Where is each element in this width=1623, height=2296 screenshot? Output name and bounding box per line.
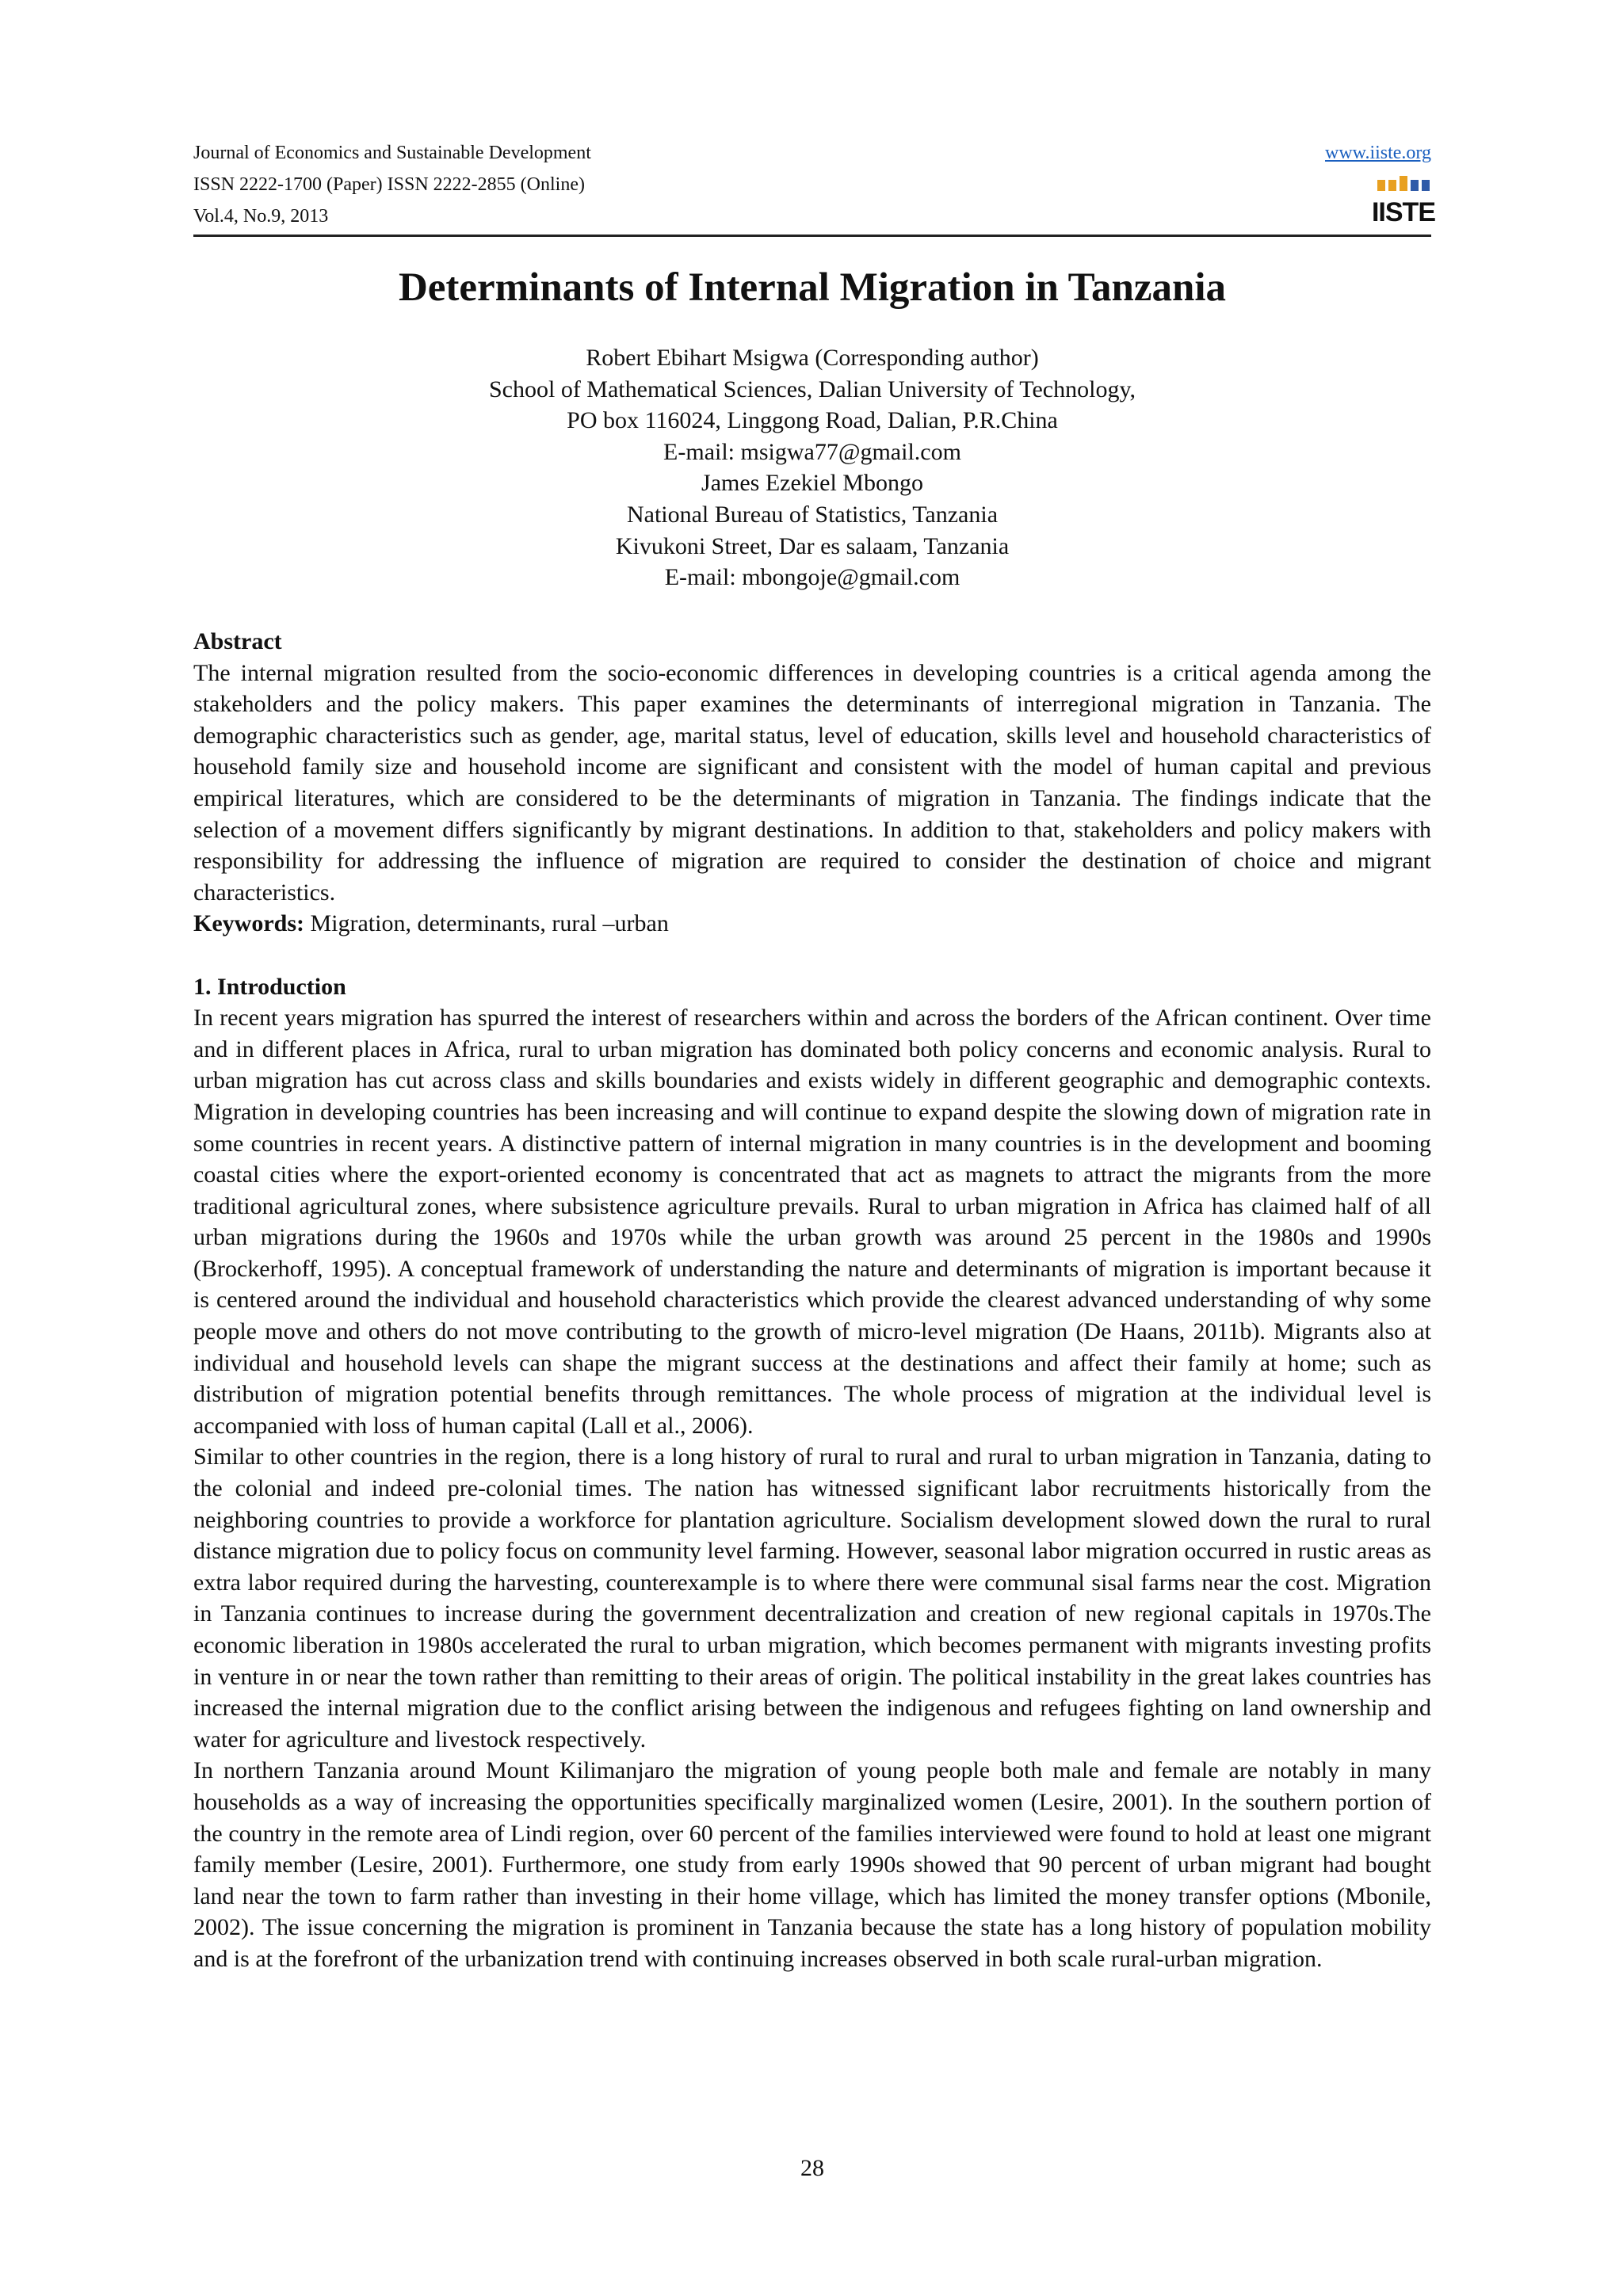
keywords-text: Migration, determinants, rural –urban (304, 910, 669, 937)
paragraph: In northern Tanzania around Mount Kilimanjaro the migration of young people both male and female are notably in many households as a way of increasing the opportunities specifically marginalized women (Lesire, 2001). In the southern portion of the country in the remote area of Lindi region, over 60 percent of the families interviewed were found to hold at least one migrant family member (Lesire, 2001). Furthermore, one study from early 1990s showed that 90 percent of urban migrant had bought land near the town to farm rather than investing in their home village, which has limited the money transfer options (Mbonile, 2002). The issue concerning the migration is prominent in Tanzania because the state has a long history of population mobility and is at the forefront of the urbanization trend with continuing increases observed in both scale rural-urban migration. (193, 1757, 1431, 1972)
author-line: National Bureau of Statistics, Tanzania (626, 501, 999, 528)
section-heading: 1. Introduction (193, 973, 346, 1000)
journal-info (193, 137, 591, 232)
journal-name: Journal of Economics and Sustainable Development (193, 143, 591, 163)
author-line: E-mail: mbongoje@gmail.com (664, 564, 960, 591)
website-link[interactable]: www.iiste.org (1325, 143, 1431, 163)
svg-text:IISTE: IISTE (1371, 197, 1436, 227)
keywords-label: Keywords: (193, 910, 304, 937)
author-line: E-mail: msigwa77@gmail.com (663, 438, 961, 465)
abstract-text: The internal migration resulted from the socio-economic differences in developing countries is a critical agenda among the stakeholders and the policy makers. This paper examines the determinants of interregional migration in Tanzania. The demographic characteristics such as gender, age, marital status, level of education, skills level and household characteristics of household family size and household income are significant and consistent with the model of human capital and previous empirical literatures, which are considered to be the determinants of migration in Tanzania. The findings indicate that the selection of a movement differs significantly by migrant destinations. In addition to that, stakeholders and policy makers with responsibility for addressing the influence of migration are required to consider the destination of choice and migrant characteristics. (193, 659, 1431, 906)
author-line: Robert Ebihart Msigwa (Corresponding author) (586, 345, 1039, 371)
paper-body (193, 626, 1431, 1975)
author-block (193, 342, 1431, 593)
header-divider (193, 235, 1431, 237)
abstract-heading: Abstract (193, 628, 282, 654)
journal-issn: ISSN 2222-1700 (Paper) ISSN 2222-2855 (Online) (193, 174, 585, 195)
author-line: School of Mathematical Sciences, Dalian University of Technology, (488, 376, 1136, 402)
journal-header (193, 137, 1436, 240)
paper-title: Determinants of Internal Migration in Tanzania (398, 265, 1227, 310)
keywords-line (193, 908, 1431, 940)
paragraph: Similar to other countries in the region, there is a long history of rural to rural and rural to urban migration in Tanzania, dating to the colonial and indeed pre-colonial times. The nation has witnessed significant labor recruitments historically from the neighboring countries to provide a workforce for plantation agriculture. Socialism development slowed down the rural to rural distance migration due to policy focus on community level farming. However, seasonal labor migration occurred in rustic areas as extra labor required during the harvesting, counterexample is to where there were communal sisal farms near the cost. Migration in Tanzania continues to increase during the government decentralization and creation of new regional capitals in 1970s.The economic liberation in 1980s accelerated the rural to urban migration, which becomes permanent with migrants investing profits in venture in or near the town rather than remitting to their areas of origin. The political instability in the great lakes countries has increased the internal migration due to the conflict arising between the indigenous and refugees fighting on land ownership and water for agriculture and livestock respectively. (193, 1444, 1431, 1753)
page-number: 28 (800, 2155, 824, 2181)
author-line: James Ezekiel Mbongo (701, 470, 923, 497)
iiste-logo (1371, 174, 1436, 227)
paragraph: In recent years migration has spurred the interest of researchers within and across the borders of the African continent. Over time and in different places in Africa, rural to urban migration has dominated both policy concerns and economic analysis. Rural to urban migration has cut across class and skills boundaries and exists widely in different geographic and demographic contexts. Migration in developing countries has been increasing and will continue to expand despite the slowing down of migration rate in some countries in recent years. A distinctive pattern of internal migration in many countries is in the development and booming coastal cities where the export-oriented economy is concentrated that act as magnets to attract the migrants from the more traditional agricultural zones, where subsistence agriculture prevails. Rural to urban migration in Africa has claimed half of all urban migrations during the 1960s and 1970s while the urban growth was around 25 percent in the 1980s and 1990s (Brockerhoff, 1995). A conceptual framework of understanding the nature and determinants of migration is important because it is centered around the individual and household characteristics which provide the clearest advanced understanding of why some people move and others do not move contributing to the growth of micro-level migration (De Haans, 2011b). Migrants also at individual and household levels can shape the migrant success at the destinations and affect their family at home; such as distribution of migration potential benefits through remittances. The whole process of migration at the individual level is accompanied with loss of human capital (Lall et al., 2006). (193, 1005, 1431, 1439)
author-line: Kivukoni Street, Dar es salaam, Tanzania (615, 532, 1010, 559)
journal-volume: Vol.4, No.9, 2013 (193, 206, 329, 227)
author-line: PO box 116024, Linggong Road, Dalian, P.R.China (567, 407, 1058, 434)
